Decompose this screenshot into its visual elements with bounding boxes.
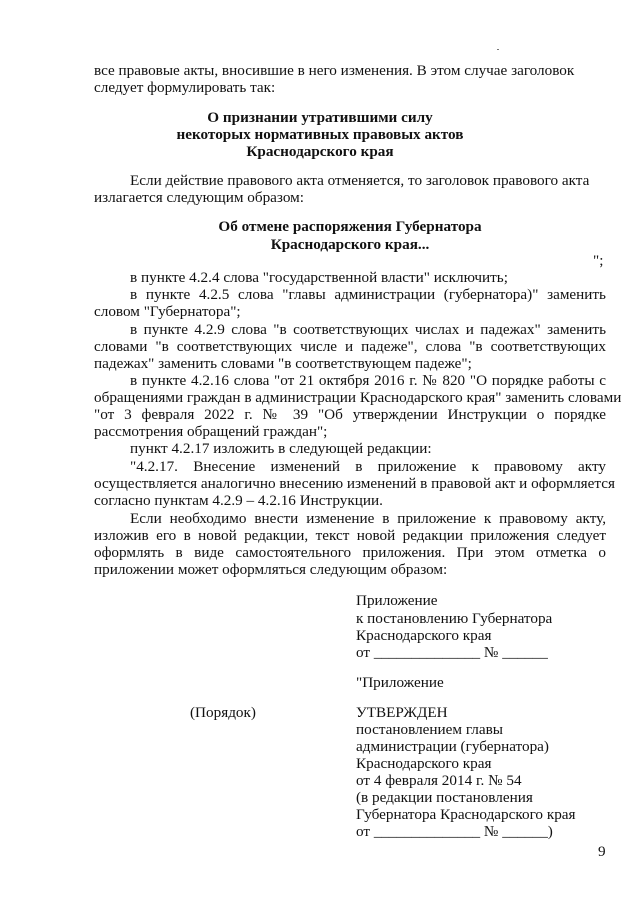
heading-repeal-line-3: Краснодарского края [246,143,394,160]
cancel-para-line-1: Если действие правового акта отменяется, то заголовок правового акта [130,172,590,189]
item-4-2-9-line-2: словами "в соответствующих числе и падеже", слова "в соответствующих [94,338,606,355]
item-4-2-17-text-line-2: осуществляется аналогично внесению изменений в правовой акт и оформляется [94,475,615,492]
heading-cancel-line-1: Об отмене распоряжения Губернатора [218,218,482,235]
annex-para-line-3: оформлять в виде самостоятельного приложения. При этом отметка о [94,544,606,561]
scan-speck [497,49,499,50]
approved-line-5: от 4 февраля 2014 г. № 54 [356,772,522,789]
heading-cancel-line-2: Краснодарского края... [270,236,430,253]
approved-line-7: Губернатора Краснодарского края [356,806,576,823]
item-4-2-16-line-2: обращениями граждан в администрации Краснодарского края" заменить словами [94,389,622,406]
annex-mark-line-2: к постановлению Губернатора [356,610,553,627]
approved-line-2: постановлением главы [356,721,503,738]
intro-line-1: все правовые акты, вносившие в него изменения. В этом случае заголовок [94,62,575,79]
annex-mark-line-4: от ______________ № ______ [356,644,548,661]
item-4-2-17-text-line-3: согласно пунктам 4.2.9 – 4.2.16 Инструкции. [94,492,383,509]
item-4-2-17: пункт 4.2.17 изложить в следующей редакции: [130,440,432,457]
approved-line-8: от ______________ № ______) [356,823,553,840]
page-number: 9 [598,843,606,860]
item-4-2-5-line-2: словом "Губернатора"; [94,303,241,320]
annex-mark-line-1: Приложение [356,592,438,609]
item-4-2-16-line-3: "от 3 февраля 2022 г. № 39 "Об утверждении Инструкции о порядке [94,406,606,423]
annex-para-line-1: Если необходимо внести изменение в приложение к правовому акту, [130,510,606,527]
item-4-2-17-text-line-1: "4.2.17. Внесение изменений в приложение к правовому акту [130,458,606,475]
item-4-2-16-line-1: в пункте 4.2.16 слова "от 21 октября 2016 г. № 820 "О порядке работы с [130,372,606,389]
annex-mark-line-3: Краснодарского края [356,627,492,644]
approved-line-4: Краснодарского края [356,755,492,772]
annex-quote-line: "Приложение [356,674,444,691]
order-label: (Порядок) [190,704,256,721]
item-4-2-9-line-3: падежах" заменить словами "в соответствующем падеже"; [94,355,472,372]
item-4-2-9-line-1: в пункте 4.2.9 слова "в соответствующих числах и падежах" заменить [130,321,606,338]
intro-line-2: следует формулировать так: [94,79,276,96]
annex-para-line-4: приложении может оформляться следующим образом: [94,561,448,578]
item-4-2-16-line-4: рассмотрения обращений граждан"; [94,423,328,440]
approved-line-1: УТВЕРЖДЕН [356,704,448,721]
heading-repeal-line-1: О признании утратившими силу [207,109,433,126]
approved-line-6: (в редакции постановления [356,789,533,806]
closing-quote: "; [593,252,604,269]
item-4-2-5-line-1: в пункте 4.2.5 слова "главы администрации (губернатора)" заменить [130,286,606,303]
cancel-para-line-2: излагается следующим образом: [94,189,304,206]
item-4-2-4: в пункте 4.2.4 слова "государственной власти" исключить; [130,269,508,286]
heading-repeal-line-2: некоторых нормативных правовых актов [176,126,464,143]
annex-para-line-2: изложив его в новой редакции, текст новой редакции приложения следует [94,527,606,544]
approved-line-3: администрации (губернатора) [356,738,549,755]
